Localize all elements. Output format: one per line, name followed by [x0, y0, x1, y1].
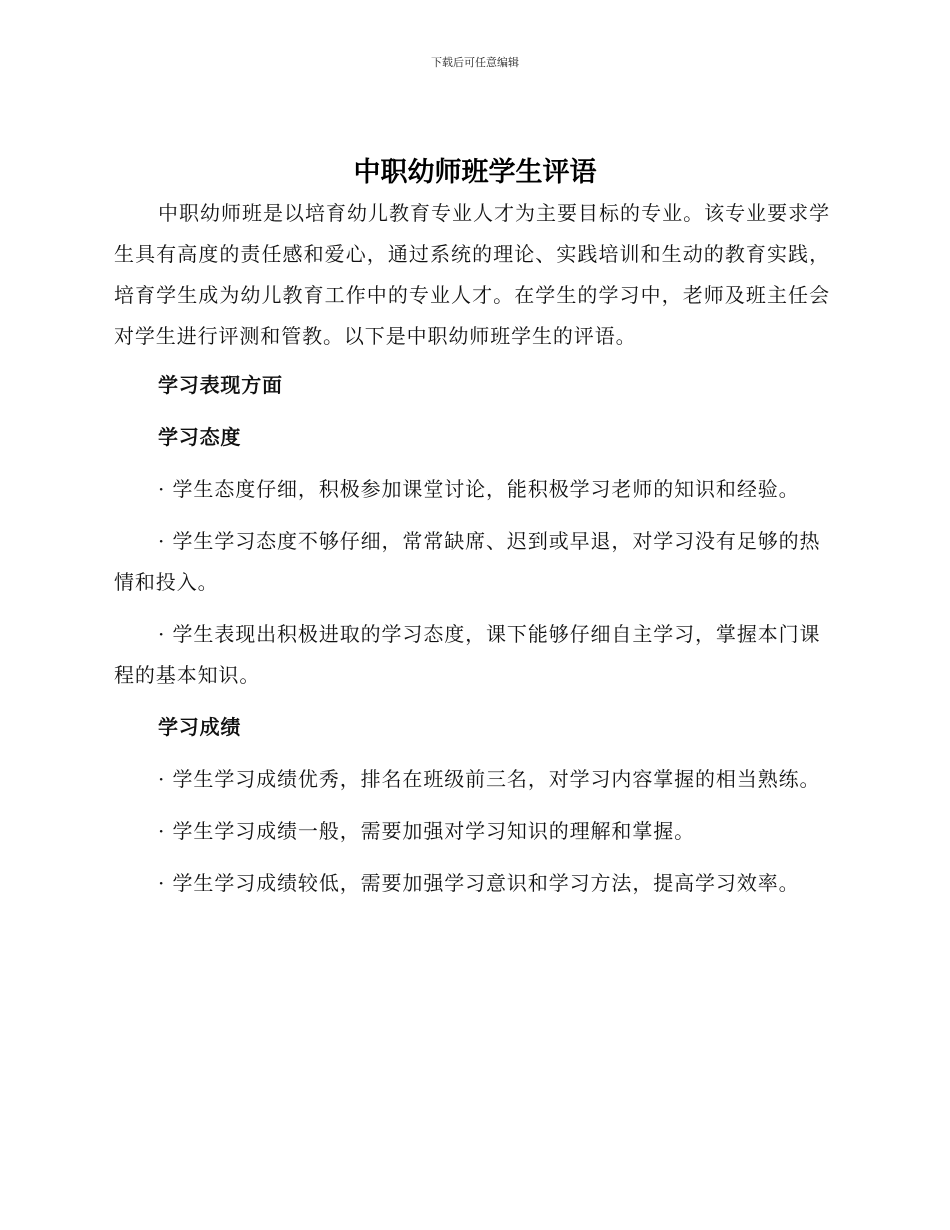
grades-item: · 学生学习成绩优秀，排名在班级前三名，对学习内容掌握的相当熟练。: [158, 767, 821, 791]
section-heading: 学习表现方面: [158, 373, 283, 397]
grades-item: · 学生学习成绩一般，需要加强对学习知识的理解和掌握。: [158, 819, 696, 843]
attitude-heading: 学习态度: [158, 425, 242, 449]
attitude-item: · 学生态度仔细，积极参加课堂讨论，能积极学习老师的知识和经验。: [158, 477, 800, 501]
attitude-item: · 学生表现出积极进取的学习态度，课下能够仔细自主学习，掌握本门课程的基本知识。: [114, 622, 821, 687]
grades-heading: 学习成绩: [158, 715, 242, 739]
document-title: 中职幼师班学生评语: [353, 157, 597, 188]
header-note: 下载后可任意编辑: [431, 56, 519, 69]
document-body: [114, 193, 830, 904]
attitude-item: · 学生学习态度不够仔细，常常缺席、迟到或早退，对学习没有足够的热情和投入。: [114, 529, 821, 594]
intro-paragraph: 中职幼师班是以培育幼儿教育专业人才为主要目标的专业。该专业要求学生具有高度的责任感和爱心，通过系统的理论、实践培训和生动的教育实践，培育学生成为幼儿教育工作中的专业人才。在学生的学习中，老师及班主任会对学生进行评测和管教。以下是中职幼师班学生的评语。: [114, 201, 830, 348]
grades-item: · 学生学习成绩较低，需要加强学习意识和学习方法，提高学习效率。: [158, 871, 800, 895]
